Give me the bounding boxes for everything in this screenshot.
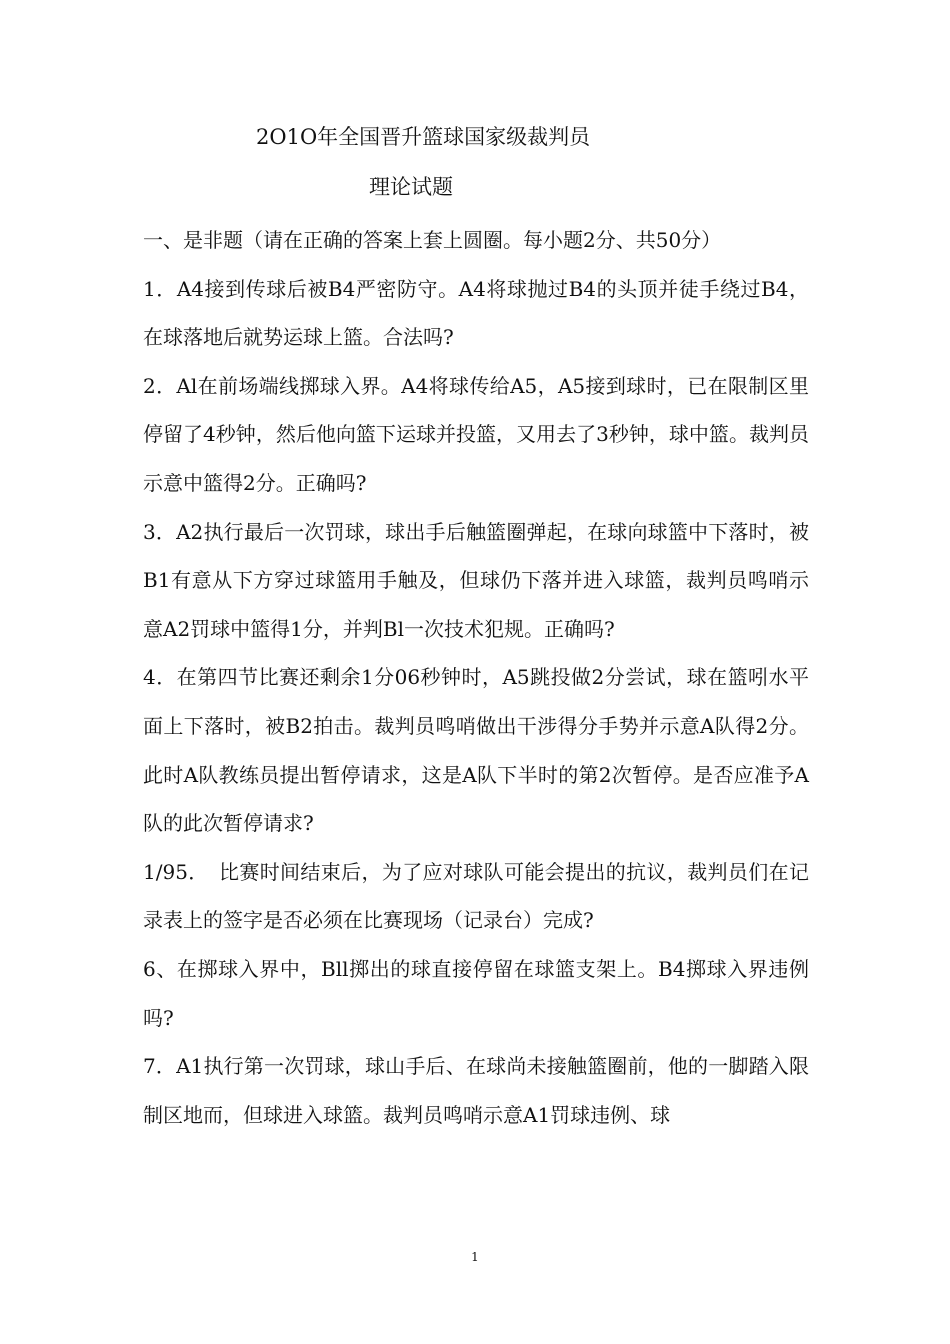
question-2: 2．Al在前场端线掷球入界。A4将球传给A5，A5接到球时，已在限制区里停留了4秒钟，然后他向篮下运球并投篮，又用去了3秒钟，球中篮。裁判员示意中篮得2分。正确吗? xyxy=(143,373,809,495)
question-7: 7．A1执行第一次罚球，球山手后、在球尚未接触篮圈前，他的一脚踏入限制区地而，但球进入球篮。裁判员鸣哨示意A1罚球违例、球 xyxy=(143,1054,809,1127)
question-3: 3．A2执行最后一次罚球，球出手后触篮圈弹起，在球向球篮中下落时，被B1有意从下方穿过球篮用手触及，但球仍下落并进入球篮，裁判员鸣哨示意A2罚球中篮得1分，并判Bl一次技术犯规。正确吗? xyxy=(143,519,809,641)
question-5: 1/95． 比赛时间结束后，为了应对球队可能会提出的抗议，裁判员们在记录表上的签字是否必须在比赛现场（记录台）完成? xyxy=(143,859,809,933)
document-title: 2O1O年全国晋升篮球国家级裁判员 xyxy=(256,125,591,149)
document-body xyxy=(143,216,809,1139)
question-1: 1．A4接到传球后被B4严密防守。A4将球抛过B4的头顶并徒手绕过B4，在球落地后就势运球上篮。合法吗? xyxy=(143,276,809,350)
page-number: 1 xyxy=(471,1250,479,1264)
question-4: 4．在第四节比赛还剩余1分06秒钟时，A5跳投做2分尝试，球在篮吲水平面上下落时，被B2拍击。裁判员鸣哨做出干涉得分手势并示意A队得2分。此时A队教练员提出暂停请求，这是A队下半时的第2次暂停。是否应准予A队的此次暂停请求? xyxy=(143,665,809,836)
document-subtitle: 理论试题 xyxy=(369,175,453,199)
question-6: 6、在掷球入界中，Bll掷出的球直接停留在球篮支架上。B4掷球入界违例吗? xyxy=(143,956,809,1030)
section-heading: 一、是非题（请在正确的答案上套上圆圈。每小题2分、共50分） xyxy=(143,228,722,252)
